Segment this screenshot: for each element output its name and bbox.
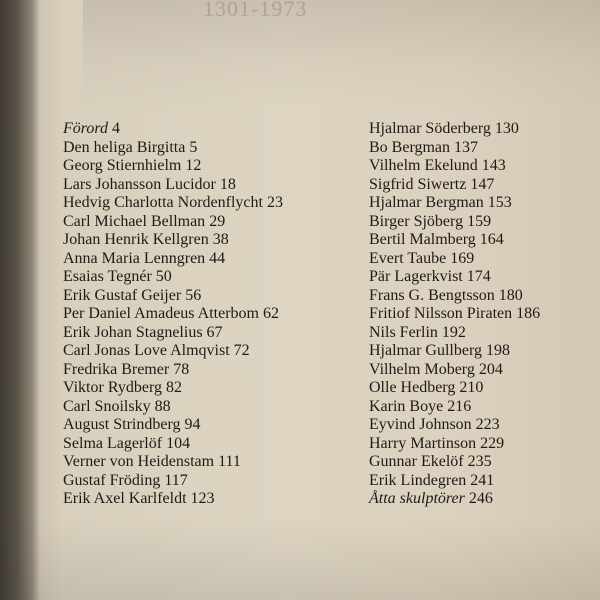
toc-entry	[63, 250, 283, 269]
toc-entry-name: Den heliga Birgitta	[63, 138, 186, 156]
toc-entry-page: 153	[487, 194, 512, 211]
toc-entry-name: Gustaf Fröding	[63, 471, 161, 489]
toc-entry-page: 67	[206, 323, 223, 341]
toc-entry-page: 137	[454, 138, 479, 156]
toc-entry-page: 4	[112, 120, 121, 137]
toc-entry-page: 82	[165, 379, 182, 396]
toc-entry-name: August Strindberg	[63, 416, 181, 433]
toc-entry-page: 169	[450, 249, 475, 267]
toc-entry-name: Hedvig Charlotta Nordenflycht	[63, 194, 263, 211]
toc-entry	[63, 287, 283, 306]
show-through	[83, 0, 600, 110]
toc-entry	[369, 379, 540, 398]
toc-entry-name: Bertil Malmberg	[369, 231, 476, 248]
toc-entry-name: Selma Lagerlöf	[63, 434, 163, 452]
toc-entry-page: 44	[209, 249, 226, 267]
toc-entry	[63, 139, 283, 158]
toc-entry-name: Gunnar Ekelöf	[369, 453, 464, 470]
toc-entry-page: 210	[459, 379, 484, 396]
toc-entry-name: Esaias Tegnér	[63, 268, 152, 285]
toc-entry	[369, 268, 540, 287]
toc-entry-page: 62	[262, 305, 279, 322]
toc-entry-name: Johan Henrik Kellgren	[63, 231, 209, 248]
toc-entry	[369, 213, 540, 232]
toc-entry-name: Eyvind Johnson	[369, 416, 472, 433]
toc-entry-name: Per Daniel Amadeus Atterbom	[63, 305, 259, 322]
toc-entry-page: 143	[481, 157, 506, 174]
toc-entry-page: 159	[467, 212, 492, 230]
toc-entry-page: 117	[164, 471, 188, 489]
toc-entry-page: 229	[480, 434, 505, 452]
toc-entry-name: Georg Stiernhielm	[63, 157, 182, 174]
toc-entry	[369, 342, 540, 361]
toc-entry-name: Erik Lindegren	[369, 471, 467, 489]
toc-entry	[63, 194, 283, 213]
toc-entry-page: 130	[494, 120, 519, 137]
toc-entry	[63, 324, 283, 343]
toc-entry-page: 5	[189, 138, 198, 156]
toc-entry-name: Erik Axel Karlfeldt	[63, 490, 187, 507]
toc-entry	[369, 435, 540, 454]
toc-entry-page: 192	[441, 323, 466, 341]
toc-entry-page: 235	[467, 453, 492, 470]
toc-left-column	[63, 120, 283, 509]
toc-entry-page: 104	[166, 434, 191, 452]
toc-entry-name: Olle Hedberg	[369, 379, 456, 396]
toc-entry-name: Birger Sjöberg	[369, 212, 464, 230]
toc-entry-page: 216	[447, 397, 472, 415]
toc-entry-name: Bo Bergman	[369, 138, 451, 156]
toc-entry-name: Erik Gustaf Geijer	[63, 286, 182, 304]
toc-entry	[63, 379, 283, 398]
toc-entry	[369, 194, 540, 213]
toc-entry-name: Verner von Heidenstam	[63, 453, 215, 470]
toc-entry	[63, 305, 283, 324]
toc-entry	[369, 120, 540, 139]
toc-entry-name: Nils Ferlin	[369, 323, 438, 341]
toc-entry-name: Lars Johansson Lucidor	[63, 175, 216, 193]
toc-entry	[63, 342, 283, 361]
toc-entry	[369, 305, 540, 324]
toc-entry	[369, 398, 540, 417]
toc-entry-name: Fritiof Nilsson Piraten	[369, 305, 513, 322]
toc-entry-name: Harry Martinson	[369, 434, 477, 452]
toc-entry-page: 174	[466, 268, 491, 285]
toc-entry	[369, 416, 540, 435]
vignette	[0, 520, 600, 600]
toc-entry-page: 50	[155, 268, 172, 285]
toc-entry-page: 88	[154, 397, 171, 415]
toc-entry-page: 246	[468, 490, 493, 507]
toc-entry-page: 223	[475, 416, 500, 433]
toc-entry-name: Anna Maria Lenngren	[63, 249, 206, 267]
toc-entry	[63, 157, 283, 176]
toc-entry	[369, 472, 540, 491]
toc-entry	[63, 176, 283, 195]
toc-entry-page: 180	[498, 286, 523, 304]
toc-entry-page: 12	[185, 157, 202, 174]
toc-entry-page: 111	[218, 453, 241, 470]
toc-entry-name: Evert Taube	[369, 249, 447, 267]
toc-entry-page: 241	[470, 471, 495, 489]
toc-entry-page: 78	[173, 360, 190, 378]
toc-entry-name: Vilhelm Moberg	[369, 360, 475, 378]
toc-entry-name: Karin Boye	[369, 397, 444, 415]
toc-entry	[63, 416, 283, 435]
toc-entry	[63, 398, 283, 417]
toc-entry-page: 123	[190, 490, 215, 507]
toc-entry-name: Frans G. Bengtsson	[369, 286, 495, 304]
toc-entry	[369, 157, 540, 176]
toc-entry-name: Vilhelm Ekelund	[369, 157, 478, 174]
toc-entry	[63, 361, 283, 380]
toc-entry	[63, 472, 283, 491]
toc-entry-page: 72	[233, 342, 250, 359]
toc-entry-page: 23	[266, 194, 283, 211]
toc-entry-page: 18	[219, 175, 236, 193]
toc-entry-name: Åtta skulptörer	[369, 490, 465, 507]
toc-entry-name: Carl Snoilsky	[63, 397, 151, 415]
toc-entry-page: 147	[470, 175, 495, 193]
ghost-heading: 1301-1973	[203, 0, 308, 21]
toc-entry-name: Sigfrid Siwertz	[369, 175, 467, 193]
toc-entry	[369, 324, 540, 343]
toc-entry	[369, 490, 540, 509]
toc-entry-name: Pär Lagerkvist	[369, 268, 463, 285]
toc-entry-name: Erik Johan Stagnelius	[63, 323, 203, 341]
toc-entry	[63, 268, 283, 287]
toc-entry-page: 94	[184, 416, 201, 433]
toc-entry	[369, 176, 540, 195]
toc-entry	[369, 361, 540, 380]
toc-entry-name: Hjalmar Söderberg	[369, 120, 491, 137]
toc-entry-name: Hjalmar Bergman	[369, 194, 484, 211]
toc-entry	[63, 435, 283, 454]
toc-entry-page: 204	[478, 360, 503, 378]
toc-entry-name: Viktor Rydberg	[63, 379, 162, 396]
toc-right-column	[369, 120, 540, 509]
toc-entry-page: 198	[486, 342, 511, 359]
toc-entry-page: 186	[516, 305, 541, 322]
toc-entry-name: Förord	[63, 120, 109, 137]
toc-entry	[369, 250, 540, 269]
toc-entry-name: Carl Michael Bellman	[63, 212, 206, 230]
toc-entry	[63, 231, 283, 250]
toc-entry-page: 56	[185, 286, 202, 304]
toc-entry	[63, 453, 283, 472]
toc-entry	[63, 120, 283, 139]
toc-entry	[369, 287, 540, 306]
toc-entry	[63, 490, 283, 509]
toc-entry-page: 164	[479, 231, 504, 248]
toc-entry	[369, 231, 540, 250]
book-spine-shadow	[0, 0, 40, 600]
toc-entry-name: Hjalmar Gullberg	[369, 342, 483, 359]
toc-entry-page: 29	[209, 212, 226, 230]
toc-entry	[63, 213, 283, 232]
toc-entry-page: 38	[212, 231, 229, 248]
toc-entry-name: Carl Jonas Love Almqvist	[63, 342, 230, 359]
toc-entry-name: Fredrika Bremer	[63, 360, 170, 378]
toc-entry	[369, 139, 540, 158]
toc-entry	[369, 453, 540, 472]
